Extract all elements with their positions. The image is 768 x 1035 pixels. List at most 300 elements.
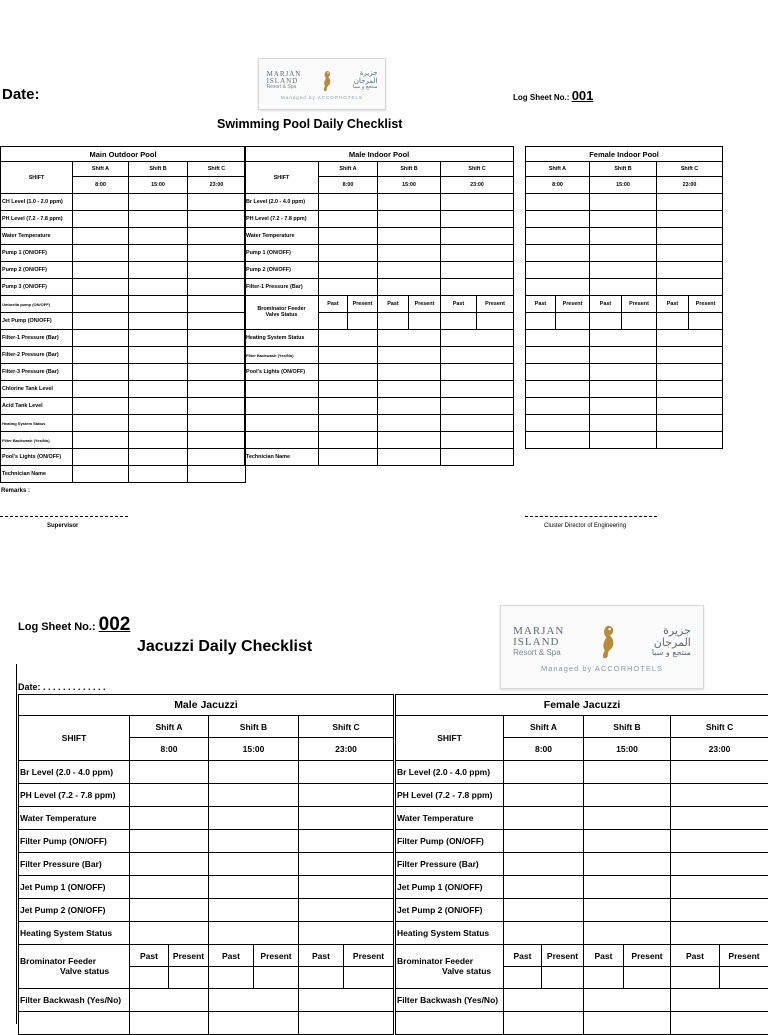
- entry-cell[interactable]: [441, 432, 514, 449]
- shift-c: Shift C: [671, 716, 768, 738]
- entry-cell[interactable]: [504, 807, 584, 830]
- entry-cell[interactable]: [130, 853, 209, 876]
- pool-name: Main Outdoor Pool: [1, 147, 246, 162]
- entry-cell[interactable]: [378, 364, 441, 381]
- entry-cell[interactable]: [504, 830, 584, 853]
- brominator-label: Brominator Feeder Valve status: [396, 945, 504, 989]
- row-label: Filter Backwash (Yes/No): [19, 989, 130, 1012]
- entry-cell[interactable]: [590, 364, 657, 381]
- entry-cell[interactable]: [73, 245, 129, 262]
- entry-cell[interactable]: [504, 1012, 584, 1035]
- jacuzzi-name: Female Jacuzzi: [396, 695, 768, 716]
- entry-cell[interactable]: [441, 313, 477, 330]
- past-header: Past: [319, 296, 348, 313]
- entry-cell[interactable]: [590, 432, 657, 449]
- entry-cell[interactable]: [130, 784, 209, 807]
- entry-cell[interactable]: [504, 922, 584, 945]
- entry-cell[interactable]: [188, 330, 246, 347]
- entry-cell[interactable]: [671, 899, 768, 922]
- entry-cell[interactable]: [129, 313, 188, 330]
- shift-a: Shift A: [504, 716, 584, 738]
- entry-cell[interactable]: [378, 432, 441, 449]
- entry-cell[interactable]: [671, 761, 768, 784]
- entry-cell[interactable]: [299, 922, 394, 945]
- entry-cell[interactable]: [129, 245, 188, 262]
- time-c: 23:00: [299, 738, 394, 761]
- entry-cell[interactable]: [319, 313, 348, 330]
- entry-cell[interactable]: [209, 1012, 299, 1035]
- entry-cell[interactable]: [584, 899, 671, 922]
- female-jacuzzi-table: [395, 694, 768, 1035]
- row-label: Heating System Status: [396, 922, 504, 945]
- entry-cell[interactable]: [130, 899, 209, 922]
- row-label: Pump 2 (ON/OFF): [1, 262, 73, 279]
- entry-cell[interactable]: [689, 313, 723, 330]
- entry-cell[interactable]: [441, 398, 514, 415]
- entry-cell[interactable]: [378, 211, 441, 228]
- marjan-island-logo: MARJAN ISLAND Resort & Spa جزيرة المرجان منتجع و سبا Managed by ACCORHOTELS: [500, 605, 704, 689]
- entry-cell[interactable]: [441, 245, 514, 262]
- entry-cell[interactable]: [73, 228, 129, 245]
- main-outdoor-pool-table: [0, 146, 246, 483]
- entry-cell[interactable]: [590, 228, 657, 245]
- entry-cell[interactable]: [299, 807, 394, 830]
- entry-cell[interactable]: [657, 415, 723, 432]
- entry-cell[interactable]: [188, 449, 246, 466]
- entry-cell[interactable]: [657, 398, 723, 415]
- entry-cell[interactable]: [378, 449, 441, 466]
- entry-cell[interactable]: [209, 922, 299, 945]
- entry-cell[interactable]: [526, 194, 590, 211]
- entry-cell[interactable]: [378, 415, 441, 432]
- entry-cell[interactable]: [73, 449, 129, 466]
- entry-cell[interactable]: [657, 364, 723, 381]
- entry-cell[interactable]: [584, 830, 671, 853]
- entry-cell[interactable]: [254, 967, 299, 989]
- entry-cell[interactable]: [590, 262, 657, 279]
- entry-cell[interactable]: [129, 466, 188, 483]
- shift-header: SHIFT: [245, 162, 319, 194]
- entry-cell[interactable]: [441, 347, 514, 364]
- entry-cell[interactable]: [188, 313, 246, 330]
- entry-cell[interactable]: [73, 466, 129, 483]
- entry-cell[interactable]: [188, 296, 246, 313]
- shift-a: Shift A: [130, 716, 209, 738]
- pool-name: Female Indoor Pool: [526, 147, 723, 162]
- entry-cell[interactable]: [671, 922, 768, 945]
- entry-cell[interactable]: [378, 245, 441, 262]
- present-header: Present: [169, 945, 209, 967]
- entry-cell[interactable]: [378, 262, 441, 279]
- entry-cell[interactable]: [526, 347, 590, 364]
- shift-b: Shift B: [209, 716, 299, 738]
- entry-cell[interactable]: [526, 313, 556, 330]
- entry-cell[interactable]: [130, 1012, 209, 1035]
- entry-cell[interactable]: [209, 876, 299, 899]
- entry-cell[interactable]: [188, 432, 246, 449]
- present-header: Present: [477, 296, 514, 313]
- entry-cell[interactable]: [526, 381, 590, 398]
- entry-cell[interactable]: [319, 330, 378, 347]
- entry-cell[interactable]: [504, 876, 584, 899]
- entry-cell[interactable]: [319, 364, 378, 381]
- entry-cell[interactable]: [299, 830, 394, 853]
- entry-cell[interactable]: [129, 279, 188, 296]
- present-header: Present: [556, 296, 590, 313]
- entry-cell[interactable]: [169, 967, 209, 989]
- entry-cell[interactable]: [590, 245, 657, 262]
- entry-cell[interactable]: [584, 761, 671, 784]
- entry-cell[interactable]: [319, 211, 378, 228]
- entry-cell[interactable]: [209, 807, 299, 830]
- entry-cell[interactable]: [584, 922, 671, 945]
- entry-cell[interactable]: [129, 330, 188, 347]
- entry-cell[interactable]: [657, 381, 723, 398]
- cluster-director-label: Cluster Director of Engineering: [544, 523, 626, 529]
- entry-cell[interactable]: [378, 381, 441, 398]
- entry-cell[interactable]: [657, 228, 723, 245]
- entry-cell[interactable]: [209, 989, 299, 1012]
- left-border-line: [16, 664, 17, 1024]
- entry-cell[interactable]: [209, 899, 299, 922]
- entry-cell[interactable]: [129, 364, 188, 381]
- time-c: 23:00: [188, 177, 246, 194]
- entry-cell[interactable]: [671, 1012, 768, 1035]
- entry-cell[interactable]: [19, 1012, 130, 1035]
- row-label: Pool's Lights (ON/OFF): [245, 364, 319, 381]
- shift-c: Shift C: [299, 716, 394, 738]
- entry-cell[interactable]: [209, 853, 299, 876]
- entry-cell[interactable]: [129, 228, 188, 245]
- shift-b: Shift B: [584, 716, 671, 738]
- entry-cell[interactable]: [344, 967, 394, 989]
- entry-cell[interactable]: [584, 876, 671, 899]
- entry-cell[interactable]: [526, 432, 590, 449]
- entry-cell[interactable]: [73, 330, 129, 347]
- entry-cell[interactable]: [657, 313, 689, 330]
- entry-cell[interactable]: [441, 194, 514, 211]
- entry-cell[interactable]: [671, 853, 768, 876]
- row-label: Filter-3 Pressure (Bar): [1, 364, 73, 381]
- row-label: Umbrella pump (ON/OFF): [1, 296, 73, 313]
- entry-cell[interactable]: [526, 415, 590, 432]
- log-sheet-number-1: 001: [572, 88, 594, 103]
- entry-cell[interactable]: [73, 415, 129, 432]
- entry-cell[interactable]: [129, 194, 188, 211]
- entry-cell[interactable]: [130, 967, 169, 989]
- supervisor-signature-line: [0, 516, 128, 517]
- time-a: 8:00: [130, 738, 209, 761]
- row-label: Jet Pump 2 (ON/OFF): [396, 899, 504, 922]
- entry-cell[interactable]: [671, 876, 768, 899]
- entry-cell[interactable]: [209, 784, 299, 807]
- entry-cell[interactable]: [671, 830, 768, 853]
- entry-cell[interactable]: [622, 313, 657, 330]
- entry-cell[interactable]: [504, 853, 584, 876]
- pool-name: Male Indoor Pool: [245, 147, 514, 162]
- past-header: Past: [526, 296, 556, 313]
- row-label: Pump 2 (ON/OFF): [245, 262, 319, 279]
- entry-cell[interactable]: [504, 784, 584, 807]
- entry-cell[interactable]: [590, 398, 657, 415]
- entry-cell[interactable]: [556, 313, 590, 330]
- entry-cell[interactable]: [188, 194, 246, 211]
- jacuzzi-title: Jacuzzi Daily Checklist: [137, 638, 312, 656]
- entry-cell[interactable]: [129, 415, 188, 432]
- entry-cell[interactable]: [584, 784, 671, 807]
- entry-cell[interactable]: [671, 989, 768, 1012]
- row-label: Jet Pump 1 (ON/OFF): [396, 876, 504, 899]
- row-label: Jet Pump 2 (ON/OFF): [19, 899, 130, 922]
- row-label: PH Level (7.2 - 7.8 ppm): [245, 211, 319, 228]
- log-sheet-label-1: Log Sheet No.: 001: [513, 88, 593, 103]
- entry-cell[interactable]: [245, 432, 319, 449]
- entry-cell[interactable]: [526, 245, 590, 262]
- entry-cell[interactable]: [657, 194, 723, 211]
- past-header: Past: [590, 296, 622, 313]
- entry-cell[interactable]: [188, 415, 246, 432]
- entry-cell[interactable]: [441, 330, 514, 347]
- entry-cell[interactable]: [504, 761, 584, 784]
- entry-cell[interactable]: [209, 761, 299, 784]
- entry-cell[interactable]: [657, 262, 723, 279]
- entry-cell[interactable]: [188, 381, 246, 398]
- entry-cell[interactable]: [657, 432, 723, 449]
- entry-cell[interactable]: [526, 279, 590, 296]
- entry-cell[interactable]: [130, 989, 209, 1012]
- row-label: Water Temperature: [19, 807, 130, 830]
- entry-cell[interactable]: [657, 347, 723, 364]
- row-label: Chlorine Tank Level: [1, 381, 73, 398]
- entry-cell[interactable]: [245, 415, 319, 432]
- entry-cell[interactable]: [319, 194, 378, 211]
- present-header: Present: [720, 945, 768, 967]
- entry-cell[interactable]: [130, 761, 209, 784]
- entry-cell[interactable]: [299, 761, 394, 784]
- shift-a: Shift A: [319, 162, 378, 177]
- entry-cell[interactable]: [348, 313, 378, 330]
- entry-cell[interactable]: [129, 347, 188, 364]
- entry-cell[interactable]: [188, 211, 246, 228]
- shift-c: Shift C: [441, 162, 514, 177]
- entry-cell[interactable]: [671, 784, 768, 807]
- entry-cell[interactable]: [396, 1012, 504, 1035]
- entry-cell[interactable]: [73, 211, 129, 228]
- male-indoor-pool-table: [244, 146, 514, 466]
- entry-cell[interactable]: [526, 364, 590, 381]
- entry-cell[interactable]: [319, 398, 378, 415]
- time-a: 8:00: [526, 177, 590, 194]
- entry-cell[interactable]: [409, 313, 441, 330]
- entry-cell[interactable]: [542, 967, 584, 989]
- shift-b: Shift B: [378, 162, 441, 177]
- entry-cell[interactable]: [245, 381, 319, 398]
- jacuzzi-date-label: Date: . . . . . . . . . . . . .: [18, 682, 106, 692]
- entry-cell[interactable]: [188, 466, 246, 483]
- entry-cell[interactable]: [378, 228, 441, 245]
- entry-cell[interactable]: [245, 398, 319, 415]
- entry-cell[interactable]: [720, 967, 768, 989]
- entry-cell[interactable]: [299, 876, 394, 899]
- entry-cell[interactable]: [319, 279, 378, 296]
- present-header: Present: [348, 296, 378, 313]
- entry-cell[interactable]: [584, 967, 624, 989]
- entry-cell[interactable]: [188, 347, 246, 364]
- entry-cell[interactable]: [319, 347, 378, 364]
- entry-cell[interactable]: [129, 296, 188, 313]
- entry-cell[interactable]: [671, 967, 720, 989]
- entry-cell[interactable]: [526, 262, 590, 279]
- entry-cell[interactable]: [526, 228, 590, 245]
- entry-cell[interactable]: [299, 899, 394, 922]
- entry-cell[interactable]: [504, 967, 542, 989]
- entry-cell[interactable]: [590, 347, 657, 364]
- row-label: Water Temperature: [1, 228, 73, 245]
- time-b: 15:00: [590, 177, 657, 194]
- entry-cell[interactable]: [441, 381, 514, 398]
- entry-cell[interactable]: [299, 1012, 394, 1035]
- entry-cell[interactable]: [188, 245, 246, 262]
- entry-cell[interactable]: [73, 347, 129, 364]
- entry-cell[interactable]: [73, 296, 129, 313]
- brominator-label: Brominator Feeder Valve status: [19, 945, 130, 989]
- entry-cell[interactable]: [657, 211, 723, 228]
- entry-cell[interactable]: [299, 967, 344, 989]
- entry-cell[interactable]: [504, 989, 584, 1012]
- entry-cell[interactable]: [209, 967, 254, 989]
- entry-cell[interactable]: [130, 922, 209, 945]
- entry-cell[interactable]: [73, 313, 129, 330]
- row-label: Filter Pressure (Bar): [19, 853, 130, 876]
- row-label: Filter Pump (ON/OFF): [19, 830, 130, 853]
- entry-cell[interactable]: [73, 279, 129, 296]
- entry-cell[interactable]: [441, 449, 514, 466]
- entry-cell[interactable]: [129, 381, 188, 398]
- entry-cell[interactable]: [129, 449, 188, 466]
- entry-cell[interactable]: [441, 415, 514, 432]
- past-header: Past: [504, 945, 542, 967]
- entry-cell[interactable]: [378, 398, 441, 415]
- entry-cell[interactable]: [188, 279, 246, 296]
- shift-a: Shift A: [526, 162, 590, 177]
- row-label: Br Level (2.0 - 4.0 ppm): [19, 761, 130, 784]
- entry-cell[interactable]: [624, 967, 671, 989]
- entry-cell[interactable]: [299, 784, 394, 807]
- past-header: Past: [671, 945, 720, 967]
- past-header: Past: [378, 296, 409, 313]
- entry-cell[interactable]: [73, 398, 129, 415]
- entry-cell[interactable]: [209, 830, 299, 853]
- entry-cell[interactable]: [378, 194, 441, 211]
- entry-cell[interactable]: [657, 245, 723, 262]
- row-label: Water Temperature: [245, 228, 319, 245]
- entry-cell[interactable]: [526, 398, 590, 415]
- entry-cell[interactable]: [671, 807, 768, 830]
- entry-cell[interactable]: [129, 262, 188, 279]
- time-c: 23:00: [657, 177, 723, 194]
- entry-cell[interactable]: [188, 398, 246, 415]
- entry-cell[interactable]: [590, 330, 657, 347]
- entry-cell[interactable]: [441, 364, 514, 381]
- entry-cell[interactable]: [319, 228, 378, 245]
- entry-cell[interactable]: [319, 415, 378, 432]
- row-label: Filter Backwash (Yes/No): [1, 432, 73, 449]
- shift-header: SHIFT: [1, 162, 73, 194]
- entry-cell[interactable]: [188, 364, 246, 381]
- row-label: Heating System Status: [19, 922, 130, 945]
- entry-cell[interactable]: [129, 432, 188, 449]
- entry-cell[interactable]: [188, 228, 246, 245]
- entry-cell[interactable]: [299, 853, 394, 876]
- entry-cell[interactable]: [73, 381, 129, 398]
- entry-cell[interactable]: [378, 279, 441, 296]
- entry-cell[interactable]: [130, 876, 209, 899]
- entry-cell[interactable]: [590, 194, 657, 211]
- shift-c: Shift C: [657, 162, 723, 177]
- entry-cell[interactable]: [584, 989, 671, 1012]
- entry-cell[interactable]: [590, 381, 657, 398]
- entry-cell[interactable]: [319, 381, 378, 398]
- entry-cell[interactable]: [477, 313, 514, 330]
- male-jacuzzi-table: [18, 694, 394, 1035]
- entry-cell[interactable]: [73, 432, 129, 449]
- entry-cell[interactable]: [73, 262, 129, 279]
- past-header: Past: [130, 945, 169, 967]
- entry-cell[interactable]: [584, 1012, 671, 1035]
- entry-cell[interactable]: [584, 853, 671, 876]
- entry-cell[interactable]: [526, 330, 590, 347]
- row-label: Jet Pump (ON/OFF): [1, 313, 73, 330]
- time-b: 15:00: [584, 738, 671, 761]
- present-header: Present: [624, 945, 671, 967]
- entry-cell[interactable]: [590, 415, 657, 432]
- entry-cell[interactable]: [129, 398, 188, 415]
- entry-cell[interactable]: [73, 364, 129, 381]
- entry-cell[interactable]: [504, 899, 584, 922]
- entry-cell[interactable]: [319, 449, 378, 466]
- entry-cell[interactable]: [657, 330, 723, 347]
- present-header: Present: [254, 945, 299, 967]
- past-header: Past: [657, 296, 689, 313]
- entry-cell[interactable]: [299, 989, 394, 1012]
- entry-cell[interactable]: [584, 807, 671, 830]
- entry-cell[interactable]: [526, 211, 590, 228]
- entry-cell[interactable]: [73, 194, 129, 211]
- entry-cell[interactable]: [590, 313, 622, 330]
- entry-cell[interactable]: [441, 279, 514, 296]
- entry-cell[interactable]: [378, 347, 441, 364]
- entry-cell[interactable]: [129, 211, 188, 228]
- entry-cell[interactable]: [319, 432, 378, 449]
- entry-cell[interactable]: [378, 330, 441, 347]
- entry-cell[interactable]: [441, 211, 514, 228]
- female-indoor-pool-table: [525, 146, 723, 449]
- entry-cell[interactable]: [130, 807, 209, 830]
- shift-a: Shift A: [73, 162, 129, 177]
- entry-cell[interactable]: [590, 211, 657, 228]
- entry-cell[interactable]: [441, 228, 514, 245]
- row-label: Heating System Status: [1, 415, 73, 432]
- entry-cell[interactable]: [441, 262, 514, 279]
- entry-cell[interactable]: [657, 279, 723, 296]
- entry-cell[interactable]: [319, 245, 378, 262]
- swimming-pool-title: Swimming Pool Daily Checklist: [217, 117, 402, 131]
- entry-cell[interactable]: [188, 262, 246, 279]
- entry-cell[interactable]: [319, 262, 378, 279]
- entry-cell[interactable]: [130, 830, 209, 853]
- entry-cell[interactable]: [590, 279, 657, 296]
- entry-cell[interactable]: [378, 313, 409, 330]
